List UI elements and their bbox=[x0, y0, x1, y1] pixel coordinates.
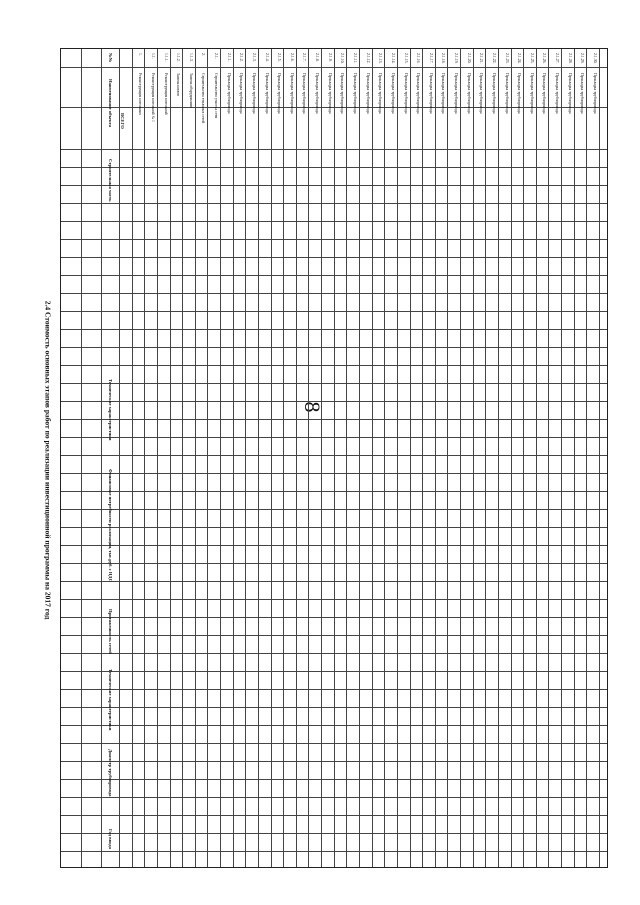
table-row-name: Прокладка трубопровода bbox=[340, 73, 344, 114]
row-divider bbox=[397, 49, 398, 867]
row-divider bbox=[372, 49, 373, 867]
row-divider bbox=[119, 49, 120, 867]
table-row-name: Прокладка трубопровода bbox=[568, 73, 572, 114]
table-row-name: Прокладка трубопровода bbox=[441, 73, 445, 114]
table-header-cell: Протяженность сетей bbox=[108, 609, 113, 654]
table-header-cell: №№ bbox=[108, 53, 113, 63]
row-divider bbox=[207, 49, 208, 867]
table-row-number: 2.1.21. bbox=[479, 53, 483, 64]
table-row-number: 2.1.4. bbox=[265, 53, 269, 62]
table-row-name: Прокладка трубопровода bbox=[302, 73, 306, 114]
table-row-number: 1.1.3. bbox=[189, 53, 193, 62]
row-divider bbox=[523, 49, 524, 867]
table-row-number: 1.1.1. bbox=[164, 53, 168, 62]
row-divider bbox=[511, 49, 512, 867]
table-row-number: 2.1.11. bbox=[353, 53, 357, 64]
table-row-number: 2.1.1. bbox=[227, 53, 231, 62]
table-row-name: Прокладка трубопровода bbox=[378, 73, 382, 114]
table-row-number: 2.1.8. bbox=[315, 53, 319, 62]
table-row-name: Прокладка трубопровода bbox=[454, 73, 458, 114]
table-row-name: Замена котлов bbox=[176, 73, 180, 96]
table-row-name: Прокладка трубопровода bbox=[542, 73, 546, 114]
table-row-name: Прокладка трубопровода bbox=[366, 73, 370, 114]
table-row-number: 2.1.12. bbox=[366, 53, 370, 64]
table-row-name: Прокладка трубопровода bbox=[492, 73, 496, 114]
row-divider bbox=[132, 49, 133, 867]
row-divider bbox=[101, 49, 102, 867]
row-divider bbox=[283, 49, 284, 867]
row-divider bbox=[271, 49, 272, 867]
table-row-number: 2.1.3. bbox=[252, 53, 256, 62]
row-divider bbox=[460, 49, 461, 867]
table-header-cell: Технические характеристики bbox=[108, 669, 113, 731]
row-divider bbox=[346, 49, 347, 867]
table-row-number: 2.1.29. bbox=[580, 53, 584, 64]
table-row-name: Прокладка трубопровода bbox=[227, 73, 231, 114]
table-row-number: 2.1.20. bbox=[467, 53, 471, 64]
table-row-name: Реконструкция котельной bbox=[164, 73, 168, 115]
row-divider bbox=[422, 49, 423, 867]
row-divider bbox=[245, 49, 246, 867]
table-row-number: 1.1.2. bbox=[176, 53, 180, 62]
table-header-cell: Диаметр трубопровода bbox=[108, 749, 113, 797]
table-row-number: 2.1.9. bbox=[328, 53, 332, 62]
table-header-cell: Год ввода bbox=[108, 829, 113, 849]
table-row-name: Прокладка трубопровода bbox=[252, 73, 256, 114]
table-row-name: Прокладка трубопровода bbox=[315, 73, 319, 114]
table-row-number: 2.1.16. bbox=[416, 53, 420, 64]
table-row-number: 2.1.2. bbox=[239, 53, 243, 62]
table-row-name: Прокладка трубопровода bbox=[391, 73, 395, 114]
document-title-text: 2.4 Стоимость основных этапов работ по реализации инвестиционной программы на 2017 год bbox=[43, 300, 53, 620]
table-row-name: Реконструкция котельных bbox=[138, 73, 142, 116]
table-row-name: Прокладка трубопровода bbox=[353, 73, 357, 114]
table-row-number: 2.1.14. bbox=[391, 53, 395, 64]
table-row-number: 2.1.25. bbox=[530, 53, 534, 64]
row-divider bbox=[308, 49, 309, 867]
table-row-number: 2.1.18. bbox=[441, 53, 445, 64]
table-row-number: 2.1.30. bbox=[593, 53, 597, 64]
row-divider bbox=[435, 49, 436, 867]
row-divider bbox=[296, 49, 297, 867]
table-row-number: 2.1.26. bbox=[542, 53, 546, 64]
table-row-number: 2.1.24. bbox=[517, 53, 521, 64]
table-header-cell: Технические характеристики bbox=[108, 379, 113, 441]
row-divider bbox=[359, 49, 360, 867]
row-divider bbox=[321, 49, 322, 867]
table-row-name: Строительство тепловых сетей bbox=[201, 73, 205, 124]
table-row-name: Строительство участка сети bbox=[214, 73, 218, 119]
table-row-name: Прокладка трубопровода bbox=[479, 73, 483, 114]
row-divider bbox=[485, 49, 486, 867]
row-divider bbox=[384, 49, 385, 867]
table-row-name: Прокладка трубопровода bbox=[277, 73, 281, 114]
row-divider bbox=[498, 49, 499, 867]
table-header-cell: Строительная часть bbox=[108, 159, 113, 202]
table-row-number: 2.1.17. bbox=[429, 53, 433, 64]
row-divider bbox=[81, 49, 82, 867]
page-number: 8 bbox=[300, 401, 325, 413]
row-divider bbox=[182, 49, 183, 867]
table-row-name: Прокладка трубопровода bbox=[593, 73, 597, 114]
table-row-name: Реконструкция котельной № 1 bbox=[151, 73, 155, 122]
row-divider bbox=[233, 49, 234, 867]
row-divider bbox=[334, 49, 335, 867]
table-row-name: Замена оборудования bbox=[189, 73, 193, 108]
table-row-number: 2.1.15. bbox=[404, 53, 408, 64]
table-header-cell: Наименование объекта bbox=[108, 79, 113, 128]
table-row-number: 1. bbox=[138, 53, 142, 56]
row-divider bbox=[195, 49, 196, 867]
row-divider bbox=[561, 49, 562, 867]
table-header-cell: Финансовые потребности реализации, тыс.руб. с НДС bbox=[108, 469, 113, 582]
table-row-name: Прокладка трубопровода bbox=[416, 73, 420, 114]
table-row-number: 2.1.22. bbox=[492, 53, 496, 64]
table-row-number: 2.1.13. bbox=[378, 53, 382, 64]
table-row-number: 2.1.7. bbox=[302, 53, 306, 62]
row-divider bbox=[447, 49, 448, 867]
row-divider bbox=[586, 49, 587, 867]
table-row-name: Прокладка трубопровода bbox=[517, 73, 521, 114]
table-row-number: 2.1.5. bbox=[277, 53, 281, 62]
table-row-name: Прокладка трубопровода bbox=[555, 73, 559, 114]
table-row-number: 2.1.6. bbox=[290, 53, 294, 62]
row-divider bbox=[574, 49, 575, 867]
table-row-number: 2.1.19. bbox=[454, 53, 458, 64]
table-row-number: 2. bbox=[201, 53, 205, 56]
table-row-name: Прокладка трубопровода bbox=[580, 73, 584, 114]
row-divider bbox=[144, 49, 145, 867]
table-row-number: 2.1.10. bbox=[340, 53, 344, 64]
row-divider bbox=[258, 49, 259, 867]
table-row-name: Прокладка трубопровода bbox=[328, 73, 332, 114]
row-divider bbox=[599, 49, 600, 867]
row-divider bbox=[473, 49, 474, 867]
table-row-number: 2.1.27. bbox=[555, 53, 559, 64]
table-row-name: Прокладка трубопровода bbox=[505, 73, 509, 114]
table-row-name: Прокладка трубопровода bbox=[265, 73, 269, 114]
table-row-name: Прокладка трубопровода bbox=[467, 73, 471, 114]
row-divider bbox=[220, 49, 221, 867]
table-row-name: Прокладка трубопровода bbox=[404, 73, 408, 114]
total-row-label: ВСЕГО bbox=[120, 113, 125, 129]
row-divider bbox=[548, 49, 549, 867]
investment-cost-table bbox=[60, 48, 608, 868]
row-divider bbox=[536, 49, 537, 867]
table-row-number: 1.1. bbox=[151, 53, 155, 59]
table-row-number: 2.1.23. bbox=[505, 53, 509, 64]
table-row-name: Прокладка трубопровода bbox=[429, 73, 433, 114]
row-divider bbox=[170, 49, 171, 867]
table-row-number: 2.1. bbox=[214, 53, 218, 59]
table-row-number: 2.1.28. bbox=[568, 53, 572, 64]
table-row-name: Прокладка трубопровода bbox=[530, 73, 534, 114]
row-divider bbox=[410, 49, 411, 867]
row-divider bbox=[157, 49, 158, 867]
table-row-name: Прокладка трубопровода bbox=[290, 73, 294, 114]
table-row-name: Прокладка трубопровода bbox=[239, 73, 243, 114]
